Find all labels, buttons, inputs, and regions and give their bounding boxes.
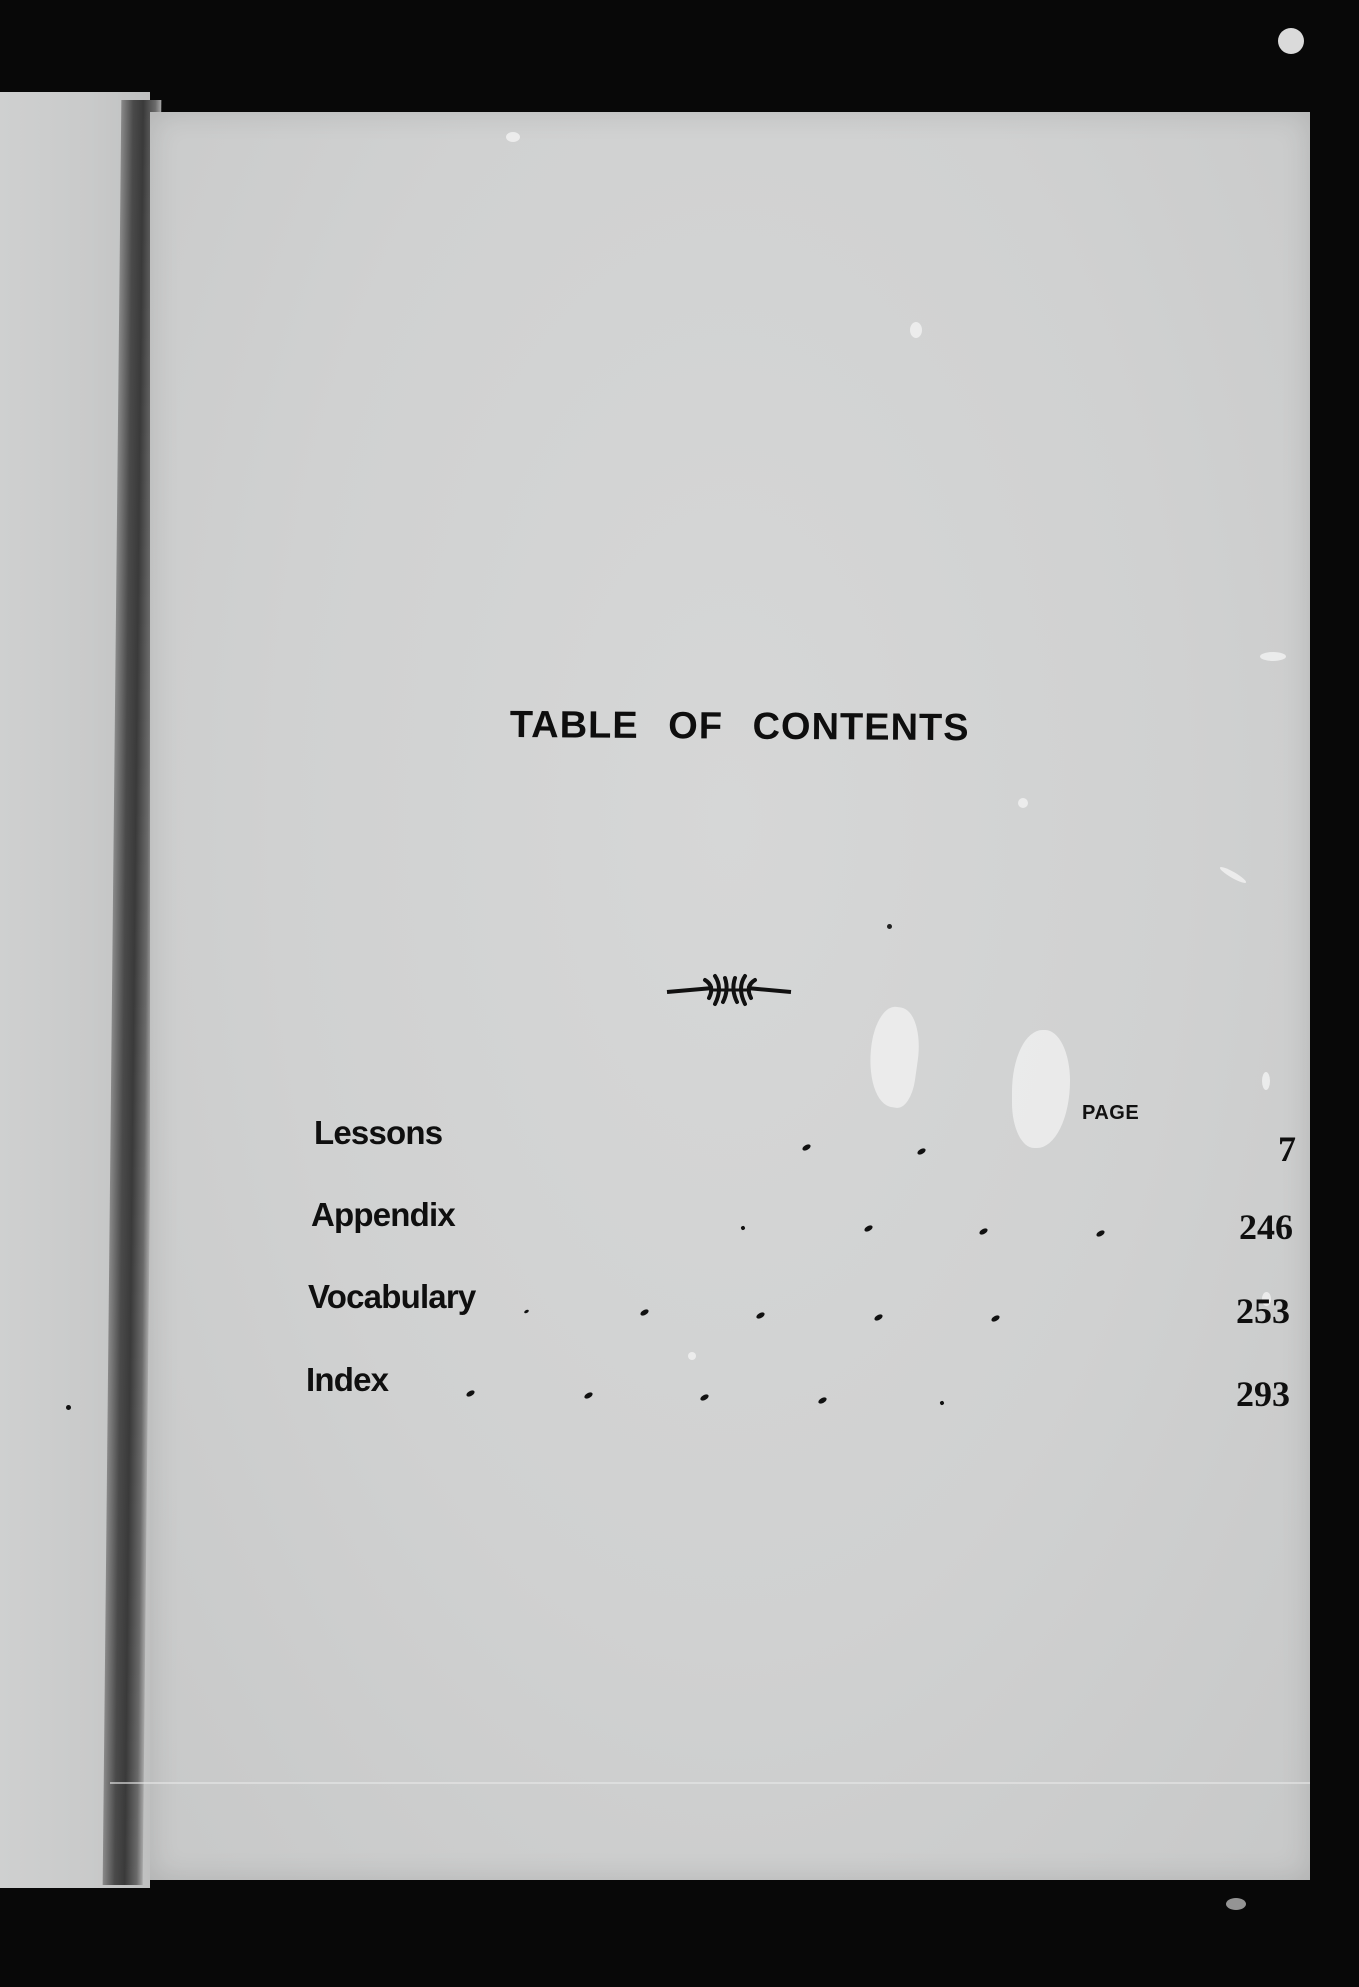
page-bottom-edge [110,1782,1310,1784]
paper-speck [506,132,520,142]
toc-entry-page-number: 7 [1278,1129,1296,1169]
ink-speck [887,924,892,929]
leader-dot [978,1227,988,1236]
toc-entry-index [306,1361,1296,1421]
paper-speck [688,1352,696,1360]
toc-entry-page-number: 253 [1236,1291,1290,1331]
leader-dot [873,1313,883,1322]
toc-entry-page-number: 293 [1236,1374,1290,1414]
leader-dot [863,1224,873,1233]
paper-speck [1219,865,1248,885]
toc-entry-lessons [314,1114,1304,1174]
page-column-header: PAGE [1082,1102,1140,1124]
paper-speck [1262,1072,1270,1090]
leader-dot [990,1314,1000,1323]
toc-entry-appendix [311,1196,1301,1256]
leader-dot [740,1225,745,1230]
toc-entry-label: Vocabulary [308,1278,476,1315]
leader-dot [639,1308,649,1317]
film-speck [66,1405,71,1410]
toc-entry-label: Appendix [311,1196,455,1233]
toc-entry-vocabulary [308,1278,1298,1338]
toc-entry-label: Lessons [314,1114,443,1151]
film-speck [1278,28,1304,54]
leader-dot [916,1147,926,1156]
leader-dot [699,1393,709,1402]
leader-dot [524,1309,530,1314]
leader-dot [939,1400,944,1405]
fleuron-ornament-icon [665,964,795,1014]
film-speck [1226,1898,1246,1910]
leader-dot [465,1389,475,1398]
leader-dot [583,1391,593,1400]
toc-entry-page-number: 246 [1239,1207,1293,1247]
paper-speck [910,322,922,338]
paper-stain [863,1004,924,1110]
leader-dot [755,1311,765,1320]
paper-speck [1260,652,1286,661]
leader-dot [1095,1229,1105,1238]
paper-speck [1018,798,1028,808]
contents-page [150,112,1310,1880]
page-title: TABLE OF CONTENTS [509,704,970,750]
leader-dot [817,1396,827,1405]
leader-dot [801,1143,811,1152]
toc-entry-label: Index [306,1361,389,1398]
